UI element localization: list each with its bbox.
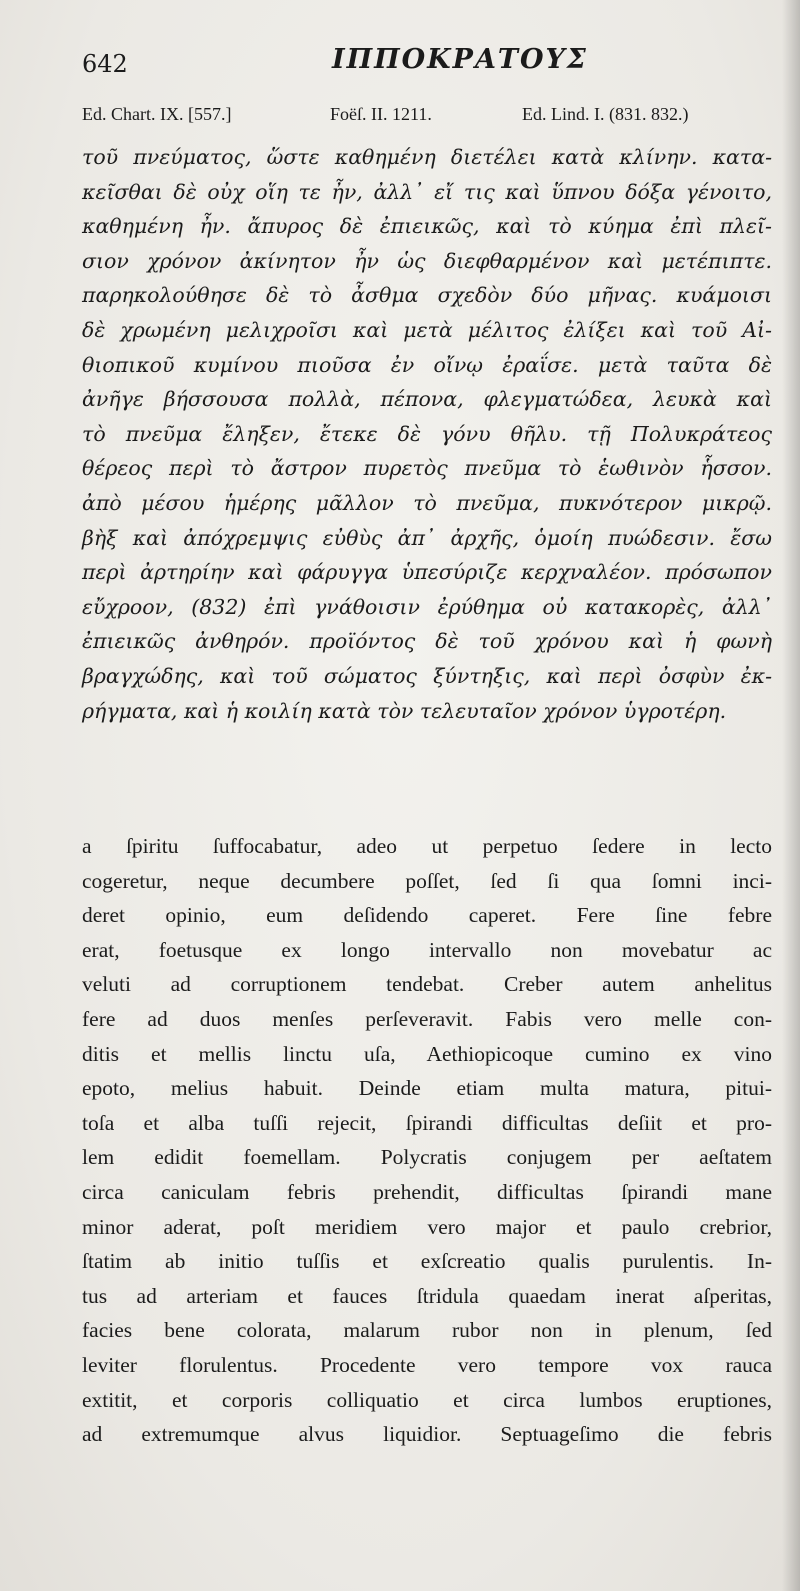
- greek-text-block: [82, 140, 772, 728]
- greek-line: ρήγματα, καὶ ἡ κοιλίη κατὰ τὸν τελευταῖον χρόνον ὑγροτέρη.: [82, 698, 727, 723]
- latin-line: tus ad arteriam et fauces ſtridula quaedam inerat aſperitas,: [82, 1283, 772, 1308]
- latin-line: veluti ad corruptionem tendebat. Creber autem anhelitus: [82, 972, 772, 997]
- page-number: 642: [82, 50, 128, 78]
- greek-line: κεῖσθαι δὲ οὐχ οἵη τε ἦν, ἀλλ᾽ εἴ τις καὶ ὕπνου δόξα γένοιτο,: [82, 179, 772, 204]
- latin-line: toſa et alba tuſſi rejecit, ſpirandi difficultas deſiit et pro-: [82, 1110, 772, 1135]
- latin-line: erat, foetusque ex longo intervallo non movebatur ac: [82, 937, 772, 962]
- latin-line: deret opinio, eum deſidendo caperet. Fere ſine febre: [82, 903, 772, 928]
- greek-line: βὴξ καὶ ἀπόχρεμψις εὐθὺς ἀπ᾽ ἀρχῆς, ὁμοίη πυώδεσιν. ἔσω: [82, 525, 772, 550]
- latin-line: extitit, et corporis colliquatio et circa lumbos eruptiones,: [82, 1387, 772, 1412]
- latin-line: fere ad duos menſes perſeveravit. Fabis vero melle con-: [82, 1006, 772, 1031]
- latin-line: lem edidit foemellam. Polycratis conjugem per aeſtatem: [82, 1145, 772, 1170]
- greek-line: σιον χρόνον ἀκίνητον ἦν ὡς διεφθαρμένον καὶ μετέπιπτε.: [82, 248, 772, 273]
- edition-reference-line: [82, 104, 782, 134]
- chartier-reference: Ed. Chart. IX. [557.]: [82, 104, 232, 124]
- greek-line: καθημένη ἦν. ἄπυρος δὲ ἐπιεικῶς, καὶ τὸ κύημα ἐπὶ πλεῖ-: [82, 214, 772, 239]
- greek-line: θιοπικοῦ κυμίνου πιοῦσα ἐν οἴνῳ ἐραΐσε. μετὰ ταῦτα δὲ: [82, 352, 772, 377]
- greek-line: περὶ ἀρτηρίην καὶ φάρυγγα ὑπεσύριζε κερχναλέον. πρόσωπον: [82, 560, 772, 585]
- latin-line: ditis et mellis linctu uſa, Aethiopicoque cumino ex vino: [82, 1041, 772, 1066]
- greek-line: δὲ χρωμένη μελιχροῖσι καὶ μετὰ μέλιτος ἐλίξει καὶ τοῦ Αἰ-: [82, 317, 772, 342]
- greek-line: θέρεος περὶ τὸ ἄστρον πυρετὸς πνεῦμα τὸ ἑωθινὸν ἧσσον.: [82, 456, 772, 481]
- latin-line: minor aderat, poſt meridiem vero major et paulo crebrior,: [82, 1214, 772, 1239]
- greek-line: ἐπιεικῶς ἀνθηρόν. προϊόντος δὲ τοῦ χρόνου καὶ ἡ φωνὴ: [82, 629, 772, 654]
- latin-line: a ſpiritu ſuffocabatur, adeo ut perpetuo ſedere in lecto: [82, 834, 772, 858]
- latin-line: leviter florulentus. Procedente vero tempore vox rauca: [82, 1352, 772, 1377]
- latin-line: ſtatim ab initio tuſſis et exſcreatio qualis purulentis. In-: [82, 1249, 772, 1274]
- greek-line: ἀνῆγε βήσσουσα πολλὰ, πέπονα, φλεγματώδεα, λευκὰ καὶ: [82, 387, 772, 412]
- greek-line: τὸ πνεῦμα ἔληξεν, ἔτεκε δὲ γόνυ θῆλυ. τῇ Πολυκράτεος: [82, 421, 772, 446]
- greek-line: τοῦ πνεύματος, ὥστε καθημένη διετέλει κατὰ κλίνην. κατα-: [82, 145, 772, 169]
- page-header: [82, 44, 772, 94]
- latin-line: circa caniculam febris prehendit, difficultas ſpirandi mane: [82, 1179, 772, 1204]
- greek-line: ἀπὸ μέσου ἡμέρης μᾶλλον τὸ πνεῦμα, πυκνότερον μικρῷ.: [82, 490, 772, 515]
- latin-text-block: [82, 830, 772, 1453]
- linden-reference: Ed. Lind. I. (831. 832.): [522, 104, 689, 124]
- latin-line: ad extremumque alvus liquidior. Septuageſimo die febris: [82, 1422, 772, 1447]
- greek-line: παρηκολούθησε δὲ τὸ ἆσθμα σχεδὸν δύο μῆνας. κυάμοισι: [82, 283, 772, 308]
- running-title: ΙΠΠΟΚΡΑΤΟΥΣ: [332, 44, 588, 75]
- foes-reference: Foëſ. II. 1211.: [330, 104, 432, 124]
- greek-line: βραγχώδης, καὶ τοῦ σώματος ξύντηξις, καὶ περὶ ὀσφὺν ἐκ-: [82, 663, 772, 688]
- greek-line: εὔχροον, (832) ἐπὶ γνάθοισιν ἐρύθημα οὐ κατακορὲς, ἀλλ᾽: [82, 594, 772, 619]
- latin-line: cogeretur, neque decumbere poſſet, ſed ſi qua ſomni inci-: [82, 868, 772, 893]
- page-edge-shadow: [782, 0, 800, 1591]
- latin-line: epoto, melius habuit. Deinde etiam multa matura, pitui-: [82, 1076, 772, 1101]
- latin-line: facies bene colorata, malarum rubor non in plenum, ſed: [82, 1318, 772, 1343]
